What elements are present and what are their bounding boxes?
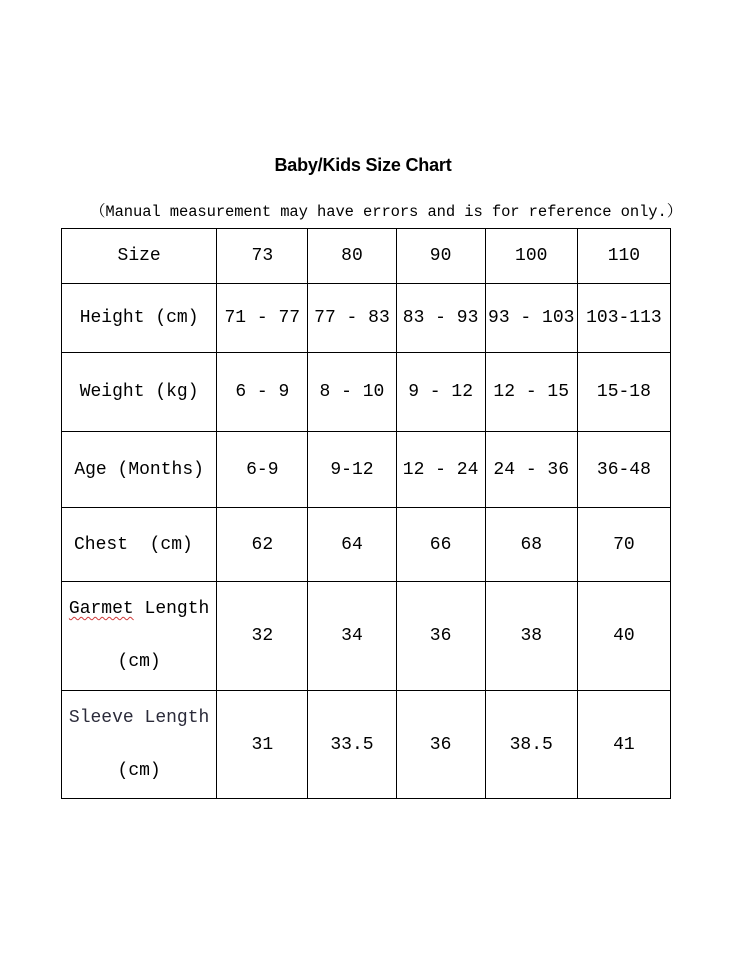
row-label-word: Length bbox=[133, 599, 210, 619]
row-label-age: Age (Months) bbox=[62, 432, 217, 508]
row-label-line1 bbox=[62, 583, 216, 636]
table-cell: 68 bbox=[485, 508, 577, 582]
table-cell: 41 bbox=[577, 691, 670, 799]
table-cell: 15-18 bbox=[577, 353, 670, 432]
table-row-chest bbox=[62, 508, 671, 582]
table-row-garment-length bbox=[62, 582, 671, 691]
table-cell: 77 - 83 bbox=[308, 284, 396, 353]
row-label-chest: Chest (cm) bbox=[62, 508, 217, 582]
table-row-weight bbox=[62, 353, 671, 432]
table-cell: 34 bbox=[308, 582, 396, 691]
table-cell: 31 bbox=[217, 691, 308, 799]
size-chart-table bbox=[61, 228, 671, 799]
table-cell: 24 - 36 bbox=[485, 432, 577, 508]
row-label-size: Size bbox=[62, 229, 217, 284]
row-label-line1: Sleeve Length bbox=[68, 707, 210, 728]
table-cell: 40 bbox=[577, 582, 670, 691]
table-cell: 12 - 15 bbox=[485, 353, 577, 432]
row-label-line2: (cm) bbox=[117, 760, 161, 781]
size-cell: 73 bbox=[217, 229, 308, 284]
table-cell: 36-48 bbox=[577, 432, 670, 508]
table-cell: 9 - 12 bbox=[396, 353, 485, 432]
table-cell: 103-113 bbox=[577, 284, 670, 353]
row-label-weight: Weight (kg) bbox=[62, 353, 217, 432]
row-label-garment-length bbox=[62, 582, 217, 691]
table-cell: 71 - 77 bbox=[217, 284, 308, 353]
table-cell: 36 bbox=[396, 582, 485, 691]
disclaimer-note: （Manual measurement may have errors and is for reference only.） bbox=[90, 203, 683, 221]
table-cell: 38 bbox=[485, 582, 577, 691]
table-cell: 6-9 bbox=[217, 432, 308, 508]
table-cell: 38.5 bbox=[485, 691, 577, 799]
table-row-height bbox=[62, 284, 671, 353]
table-cell: 93 - 103 bbox=[485, 284, 577, 353]
row-label-sleeve-length bbox=[62, 691, 217, 799]
table-cell: 66 bbox=[396, 508, 485, 582]
table-cell: 12 - 24 bbox=[396, 432, 485, 508]
size-cell: 110 bbox=[577, 229, 670, 284]
size-cell: 100 bbox=[485, 229, 577, 284]
row-label-line2: (cm) bbox=[117, 652, 161, 672]
table-cell: 32 bbox=[217, 582, 308, 691]
table-cell: 6 - 9 bbox=[217, 353, 308, 432]
table-cell: 8 - 10 bbox=[308, 353, 396, 432]
size-cell: 80 bbox=[308, 229, 396, 284]
table-row-sleeve-length bbox=[62, 691, 671, 799]
table-cell: 9-12 bbox=[308, 432, 396, 508]
table-cell: 70 bbox=[577, 508, 670, 582]
table-cell: 64 bbox=[308, 508, 396, 582]
row-label-height: Height (cm) bbox=[62, 284, 217, 353]
table-row-size bbox=[62, 229, 671, 284]
size-cell: 90 bbox=[396, 229, 485, 284]
table-cell: 36 bbox=[396, 691, 485, 799]
misspelled-word: Garmet bbox=[68, 599, 134, 619]
table-cell: 83 - 93 bbox=[396, 284, 485, 353]
table-row-age bbox=[62, 432, 671, 508]
chart-title: Baby/Kids Size Chart bbox=[274, 155, 452, 175]
table-cell: 33.5 bbox=[308, 691, 396, 799]
table-cell: 62 bbox=[217, 508, 308, 582]
